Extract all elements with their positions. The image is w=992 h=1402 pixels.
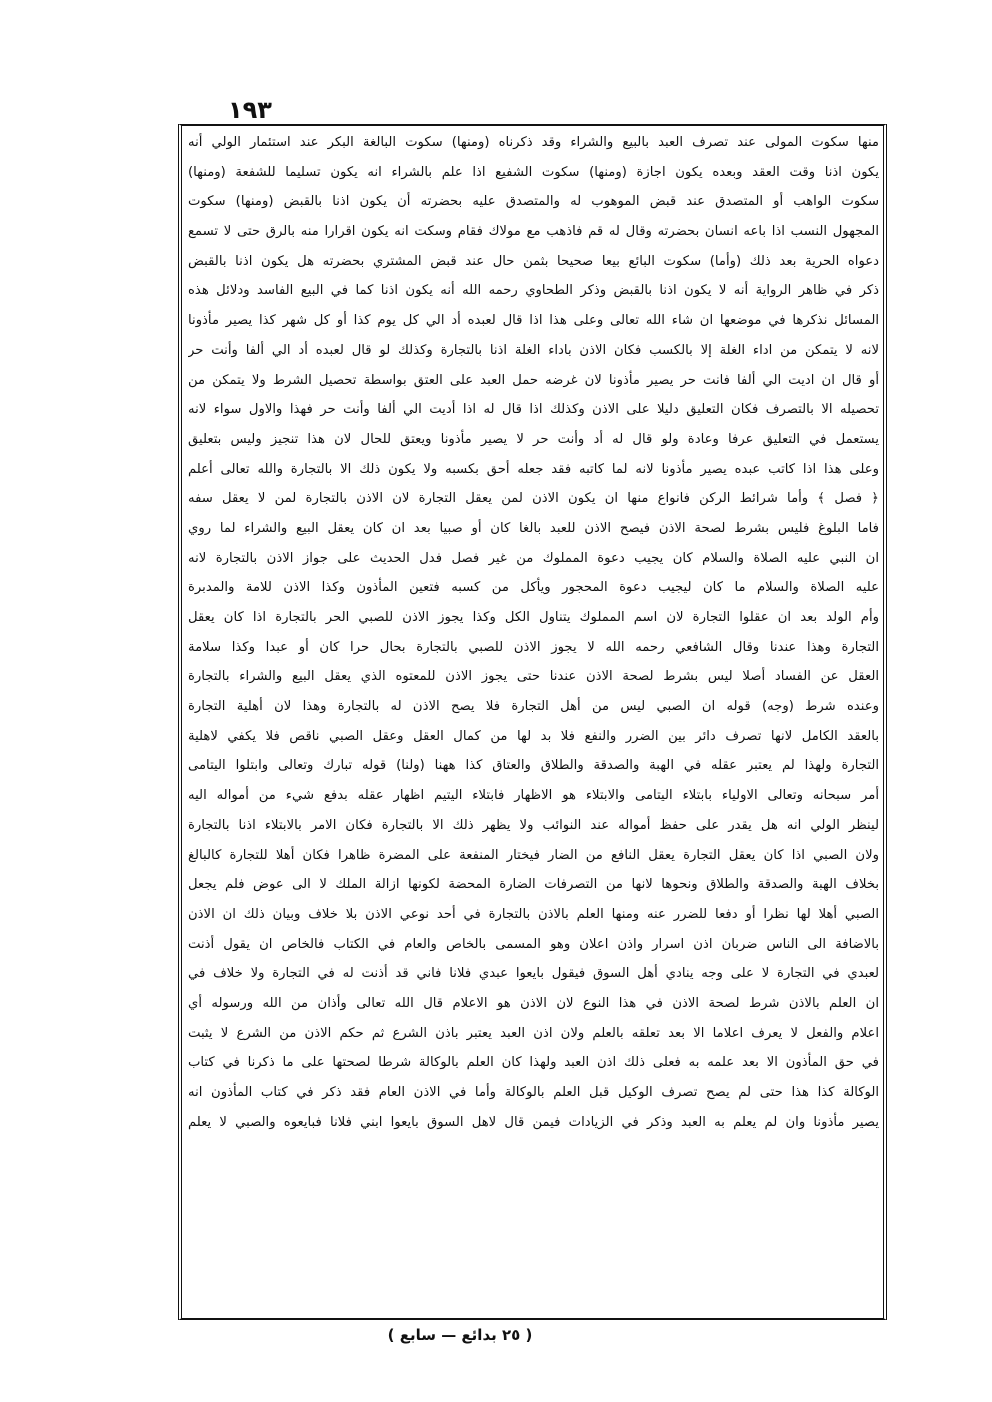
text-block <box>188 128 879 1316</box>
text-line: لانه لا يتمكن من اداء الغلة إلا بالكسب فكان الاذن باداء الغلة اذنا بالتجارة وكذلك لو قال لعبده أد الي ألفا وأنت حر <box>188 342 879 358</box>
text-line: ﴿ فصل ﴾ وأما شرائط الركن فانواع منها ان يكون الاذن لمن يعقل التجارة لان الاذن بالتجارة لمن لا يعقل سفه <box>188 491 879 507</box>
text-line: أمر سبحانه وتعالى الاولياء بابتلاء اليتامى والابتلاء هو الاظهار فابتلاء اليتيم اظهار عقله بدفع شيء من أمواله اليه <box>188 788 879 804</box>
text-line: سكوت الواهب أو المتصدق عند قبض الموهوب له والمتصدق عليه بحضرته أن يكون اذنا بالقبض (ومنها) سكوت <box>188 194 879 210</box>
text-line: الوكالة كذا هذا حتى لم يصح تصرف الوكيل قبل العلم بالوكالة وأما في الاذن العام فقد ذكر في كتاب المأذون انه <box>188 1085 879 1100</box>
text-line: فاما البلوغ فليس بشرط لصحة الاذن فيصح الاذن للعبد بالغا كان أو صبيا بعد ان كان يعقل البيع والشراء لما روي <box>188 520 879 536</box>
text-line: يصير مأذونا وان لم يعلم به العبد وذكر في الزيادات فيمن قال لاهل السوق بايعوا ابني فلانا فبايعوه والصبي لا يعلم <box>188 1114 879 1130</box>
text-line: المسائل نذكرها في موضعها ان شاء الله تعالى وعلى هذا اذا قال لعبده أد الي كل يوم كذا أو كل شهر كذا يصير مأذونا <box>188 313 879 329</box>
text-line: دعواه الحرية بعد ذلك (وأما) سكوت البائع بيعا صحيحا بثمن حال عند قبض المشتري بحضرته هل يكون اذنا بالقبض <box>188 253 879 269</box>
text-line: بالعقد الكامل لانها تصرف دائر بين الضرر والنفع فلا بد لها من كمال العقل وعقل الصبي ناقص فلا يكفي لاهلية <box>188 728 879 744</box>
footer-signature: ( ٢٥ بدائع — سابع ) <box>387 1326 533 1344</box>
text-line: وعلى هذا اذا كاتب عبده يصير مأذونا لانه لما كاتبه فقد جعله أحق بكسبه ولا يكون ذلك الا بالتجارة والله تعالى أعلم <box>188 461 879 477</box>
text-line: تحصيله الا بالتصرف فكان التعليق دليلا على الاذن وكذلك اذا قال له اذا أديت الي ألفا وأنت حر فهذا والاول سواء لانه <box>188 402 879 418</box>
text-line: العقل عن الفساد أصلا ليس بشرط لصحة الاذن عندنا حتى يجوز الاذن للمعتوه الذي يعقل البيع والشراء بالتجارة <box>188 669 879 685</box>
text-line: ولان الصبي اذا كان يعقل التجارة يعقل النافع من الضار فيختار المنفعة على المضرة ظاهرا فكان أهلا للتجارة كالبالغ <box>188 847 879 863</box>
text-line: ذكر في ظاهر الرواية أنه لا يكون اذنا بالقبض وذكر الطحاوي رحمه الله أنه يكون اذنا كما في البيع الفاسد ودلائل هذه <box>188 283 879 299</box>
text-line: بالاضافة الى الناس ضربان اذن اسرار واذن اعلان وهو المسمى بالخاص والعام في الكتاب فالخاص ان يقول أذنت <box>188 936 879 952</box>
text-line: يكون اذنا وقت العقد وبعده يكون اجازة (ومنها) سكوت الشفيع اذا علم بالشراء انه يكون تسليما للشفعة (ومنها) <box>188 164 879 180</box>
text-line: ان النبي عليه الصلاة والسلام كان يجيب دعوة المملوك من غير فصل فدل الحديث على جواز الاذن بالتجارة لانه <box>188 550 879 566</box>
text-line: لينظر الولي انه هل يقدر على حفظ أمواله عند النوائب ولا يظهر ذلك الا بالتجارة فكان الامر بالابتلاء اذنا بالتجارة <box>188 817 879 833</box>
text-line: منها سكوت المولى عند تصرف العبد بالبيع والشراء وقد ذكرناه (ومنها) سكوت البالغة البكر عند استئمار الولي أنه <box>188 135 879 150</box>
text-line: لعبدي في التجارة لا على وجه ينادي أهل السوق فيقول بايعوا عبدي فلانا فاني قد أذنت له في التجارة ولا خلاف في <box>188 966 879 982</box>
text-line: ان العلم بالاذن شرط لصحة الاذن في هذا النوع لان الاذن هو الاعلام قال الله تعالى وأذان من الله ورسوله أي <box>188 995 879 1011</box>
text-line: التجارة ولهذا لم يعتبر عقله في الهبة والصدقة والطلاق والعتاق كذا ههنا (ولنا) قوله تبارك وتعالى وابتلوا اليتامى <box>188 758 879 774</box>
text-line: الصبي أهلا لها نظرا أو دفعا للضرر عنه ومنها العلم بالاذن بالتجارة في أحد نوعي الاذن بلا خلاف وبيان ذلك ان الاذن <box>188 906 879 922</box>
text-line: في حق المأذون الا بعد علمه به فعلى ذلك اذن العبد ولهذا كان العلم بالوكالة شرطا لصحتها على ما ذكرنا في كتاب <box>188 1055 879 1071</box>
text-line: التجارة وهذا عندنا وقال الشافعي رحمه الله لا يجوز الاذن للصبي بالتجارة بحال حرا كان أو عبدا وكذا سلامة <box>188 639 879 655</box>
text-line: وأم الولد بعد ان عقلوا التجارة لان اسم المملوك يتناول الكل وكذا يجوز الاذن للصبي الحر بالتجارة اذا كان يعقل <box>188 610 879 625</box>
page-number: ١٩٣ <box>228 96 272 124</box>
text-line: وعنده شرط (وجه) قوله ان الصبي ليس من أهل التجارة فلا يصح الاذن له بالتجارة وهذا لان أهلية التجارة <box>188 699 879 715</box>
text-line: أو قال ان اديت الي ألفا فانت حر يصير مأذونا لان غرضه حمل العبد على العتق بواسطة تحصيل الشرط ولا يتمكن من <box>188 372 879 388</box>
text-line: يستعمل في التعليق عرفا وعادة ولو قال له أد وأنت حر لا يصير مأذونا ويعتق للحال لان هذا تنجيز وليس بتعليق <box>188 431 879 447</box>
text-line: اعلام والفعل لا يعرف اعلاما الا بعد تعلقه بالعلم ولان اذن العبد يعتبر باذن الشرع ثم حكم الاذن من الشرع لا يثبت <box>188 1025 879 1041</box>
text-line: المجهول النسب اذا باعه انسان بحضرته وقال له قم فاذهب مع مولاك فقام وسكت انه يكون اقرارا منه بالرق حتى لا تسمع <box>188 224 879 240</box>
text-line: عليه الصلاة والسلام ما كان ليجيب دعوة المحجور ويأكل من كسبه فتعين المأذون وكذا الاذن للامة والمدبرة <box>188 580 879 596</box>
text-line: بخلاف الهبة والصدقة والطلاق ونحوها لانها من التصرفات الضارة المحضة لكونها ازالة الملك لا الى عوض فلم يجعل <box>188 877 879 893</box>
